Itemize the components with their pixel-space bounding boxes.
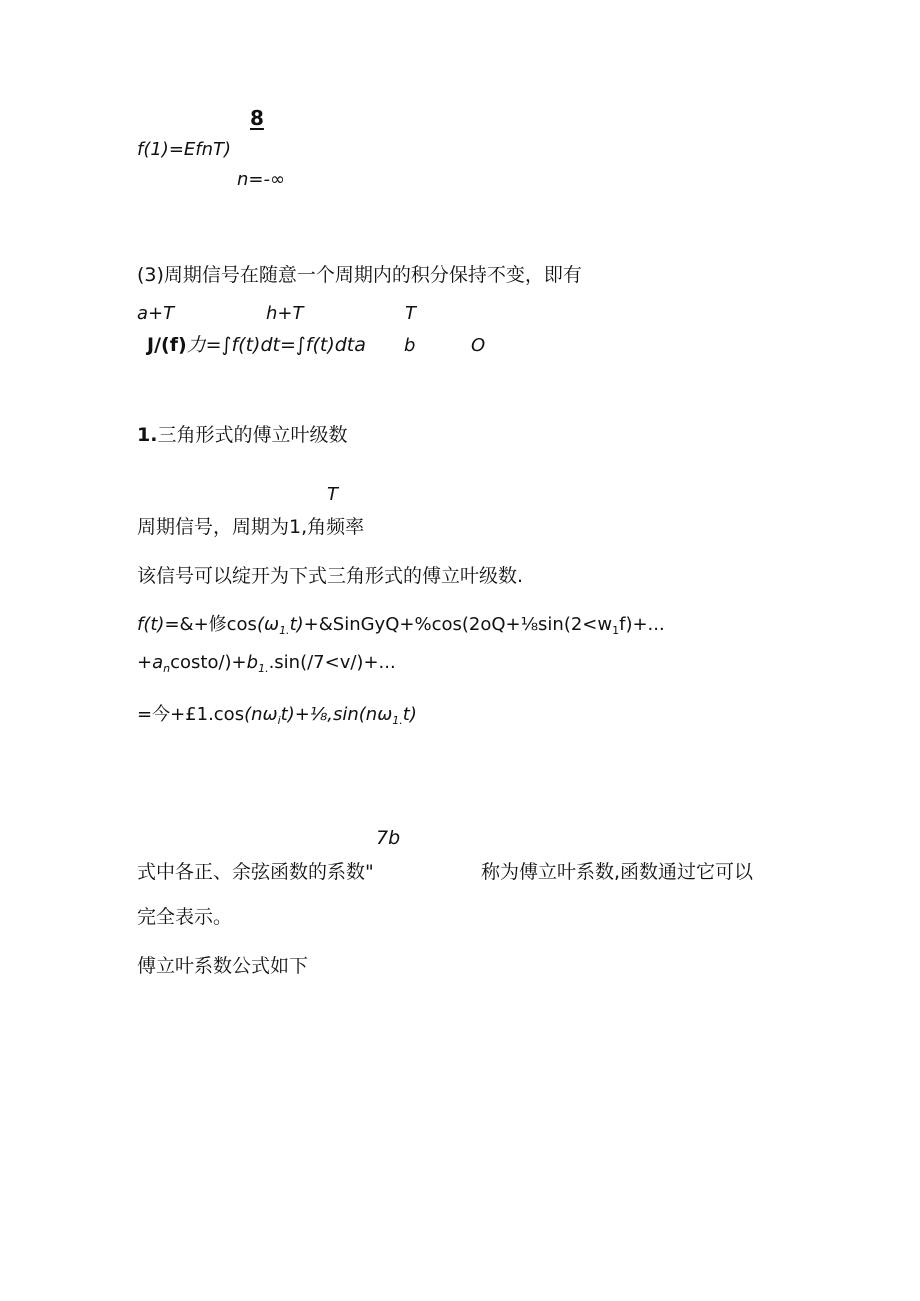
frac-T: T xyxy=(327,484,338,505)
eq1-part-c: (ω xyxy=(256,614,280,635)
coefficients-line-1-left: 式中各正、余弦函数的系数" xyxy=(137,861,374,883)
eq2-part-d: .sin(/7<v/)+... xyxy=(268,652,396,673)
eq1-sub-2: 1 xyxy=(612,624,620,637)
integral-lower-O: O xyxy=(471,335,486,356)
integral-upper-T: T xyxy=(405,303,416,324)
fourier-equation-3 xyxy=(137,706,417,726)
eq1-sub-1: 1. xyxy=(279,624,290,637)
eq1-part-e: +&SinGyQ+%cos(2oQ+⅛sin(2<w xyxy=(303,614,613,635)
eq2-part-c: b xyxy=(246,652,259,673)
section-heading xyxy=(137,426,347,445)
formula-bottom: n=-∞ xyxy=(237,169,285,190)
eq3-part-d: t) xyxy=(402,704,417,725)
eq3-part-a: =今+£1.cos xyxy=(137,704,245,725)
coefficients-line-3: 傅立叶系数公式如下 xyxy=(137,955,309,977)
fourier-equation-1 xyxy=(137,616,665,636)
eq1-part-d: t) xyxy=(289,614,304,635)
section-line-1: 周期信号，周期为1,角频率 xyxy=(137,516,365,538)
eq1-part-f: f)+... xyxy=(619,614,665,635)
coefficients-line-1-right: 称为傅立叶系数,函数通过它可以 xyxy=(481,861,754,883)
coefficients-line-2: 完全表示。 xyxy=(137,906,233,928)
eq3-sub-2: 1. xyxy=(392,714,403,727)
integral-upper-h: h+T xyxy=(266,303,304,324)
integral-lower-b: b xyxy=(404,335,416,356)
section-line-2: 该信号可以绽开为下式三角形式的傅立叶级数. xyxy=(137,565,524,587)
frac-7b: 7b xyxy=(376,827,401,849)
eq3-sub-1: i xyxy=(277,714,281,727)
eq2-sub-1: n xyxy=(163,662,171,675)
formula-main: f(1)=EfnT) xyxy=(137,139,232,160)
integral-upper-a: a+T xyxy=(137,303,175,324)
eq2-sub-2: 1. xyxy=(258,662,269,675)
integral-formula-bold: J/(f) xyxy=(147,334,187,356)
eq2-part-b: costo/)+ xyxy=(170,652,247,673)
property-3-text: (3)周期信号在随意一个周期内的积分保持不变，即有 xyxy=(137,264,582,286)
eq1-part-b: =&+修cos xyxy=(164,614,257,635)
section-heading-number: 1. xyxy=(137,424,158,446)
eq3-part-c: t)+⅛,sin(nω xyxy=(280,704,393,725)
eq2-part-a: +a xyxy=(137,652,164,673)
integral-formula-rest: 力=∫f(t)dt=∫f(t)dta xyxy=(186,334,366,356)
eq3-part-b: (nω xyxy=(244,704,278,725)
formula-top-symbol: 8 xyxy=(250,106,264,130)
eq1-part-a: f(t) xyxy=(137,614,165,635)
fourier-equation-2 xyxy=(137,654,396,674)
section-heading-text: 三角形式的傅立叶级数 xyxy=(157,424,348,446)
integral-formula xyxy=(147,336,366,355)
